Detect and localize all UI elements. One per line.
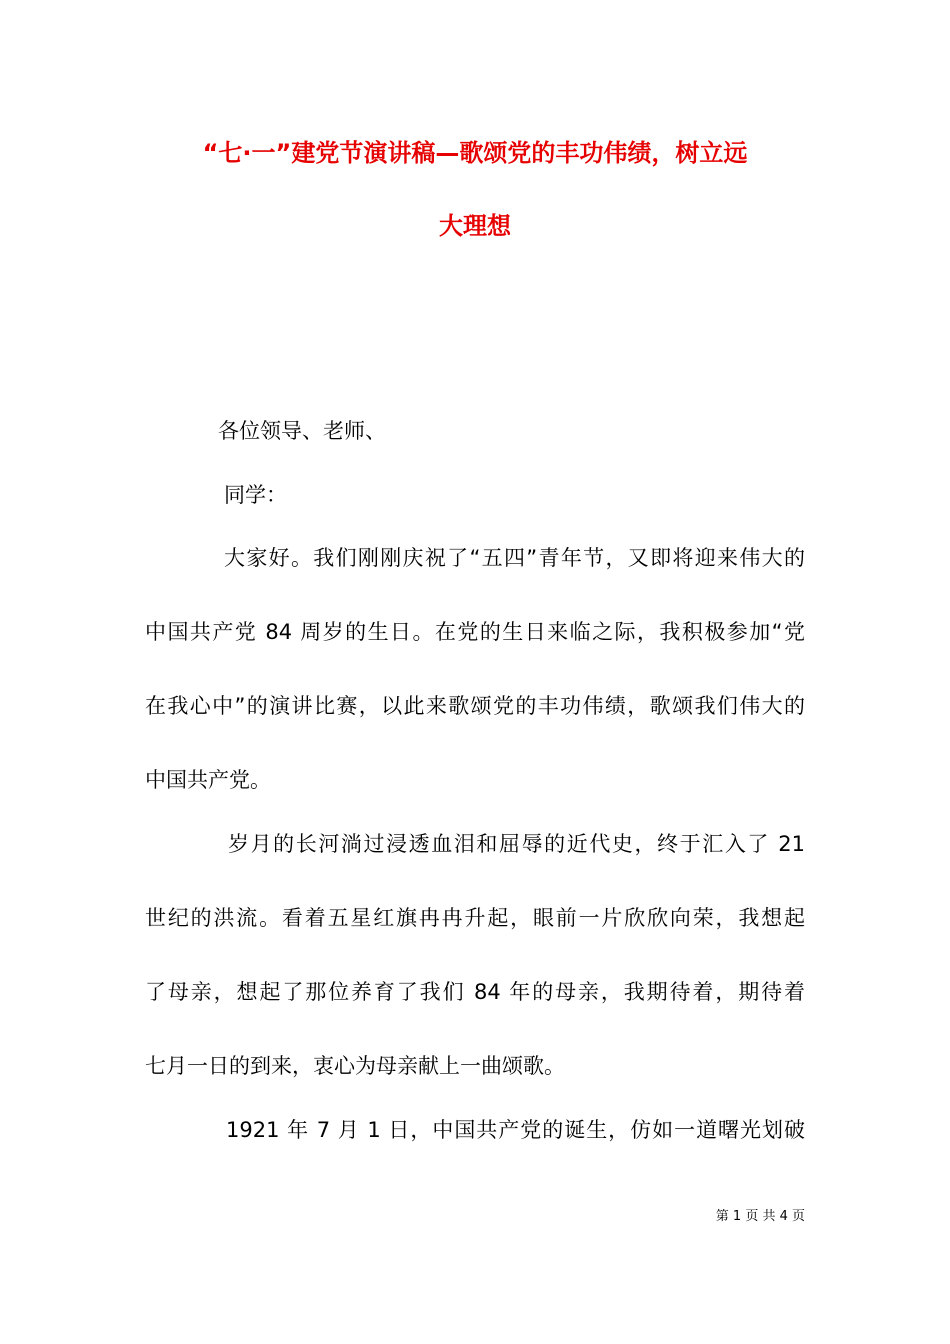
paragraph-2-line-1: 岁月的长河淌过浸透血泪和屈辱的近代史，终于汇入了 21: [228, 832, 805, 856]
paragraph-1-line-2: 中国共产党 84 周岁的生日。在党的生日来临之际，我积极参加“党: [145, 620, 805, 644]
paragraph-1-line-3: 在我心中”的演讲比赛，以此来歌颂党的丰功伟绩，歌颂我们伟大的: [145, 694, 805, 718]
paragraph-3-line-1: 1921 年 7 月 1 日，中国共产党的诞生，仿如一道曙光划破: [226, 1118, 805, 1142]
paragraph-1-line-1: 大家好。我们刚刚庆祝了“五四”青年节，又即将迎来伟大的: [224, 546, 805, 570]
paragraph-1-line-4: 中国共产党。: [145, 768, 271, 792]
document-title-line-2: 大理想: [439, 212, 511, 240]
paragraph-2-line-4: 七月一日的到来，衷心为母亲献上一曲颂歌。: [145, 1054, 565, 1078]
paragraph-2-line-2: 世纪的洪流。看着五星红旗冉冉升起，眼前一片欣欣向荣，我想起: [145, 906, 805, 930]
salutation-line-1: 各位领导、老师、: [218, 419, 386, 443]
salutation-line-2: 同学：: [224, 483, 287, 507]
document-title-line-1: “七·一”建党节演讲稿—歌颂党的丰功伟绩，树立远: [202, 139, 748, 167]
page-number: 第 1 页 共 4 页: [715, 1209, 805, 1224]
paragraph-2-line-3: 了母亲，想起了那位养育了我们 84 年的母亲，我期待着，期待着: [145, 980, 805, 1004]
